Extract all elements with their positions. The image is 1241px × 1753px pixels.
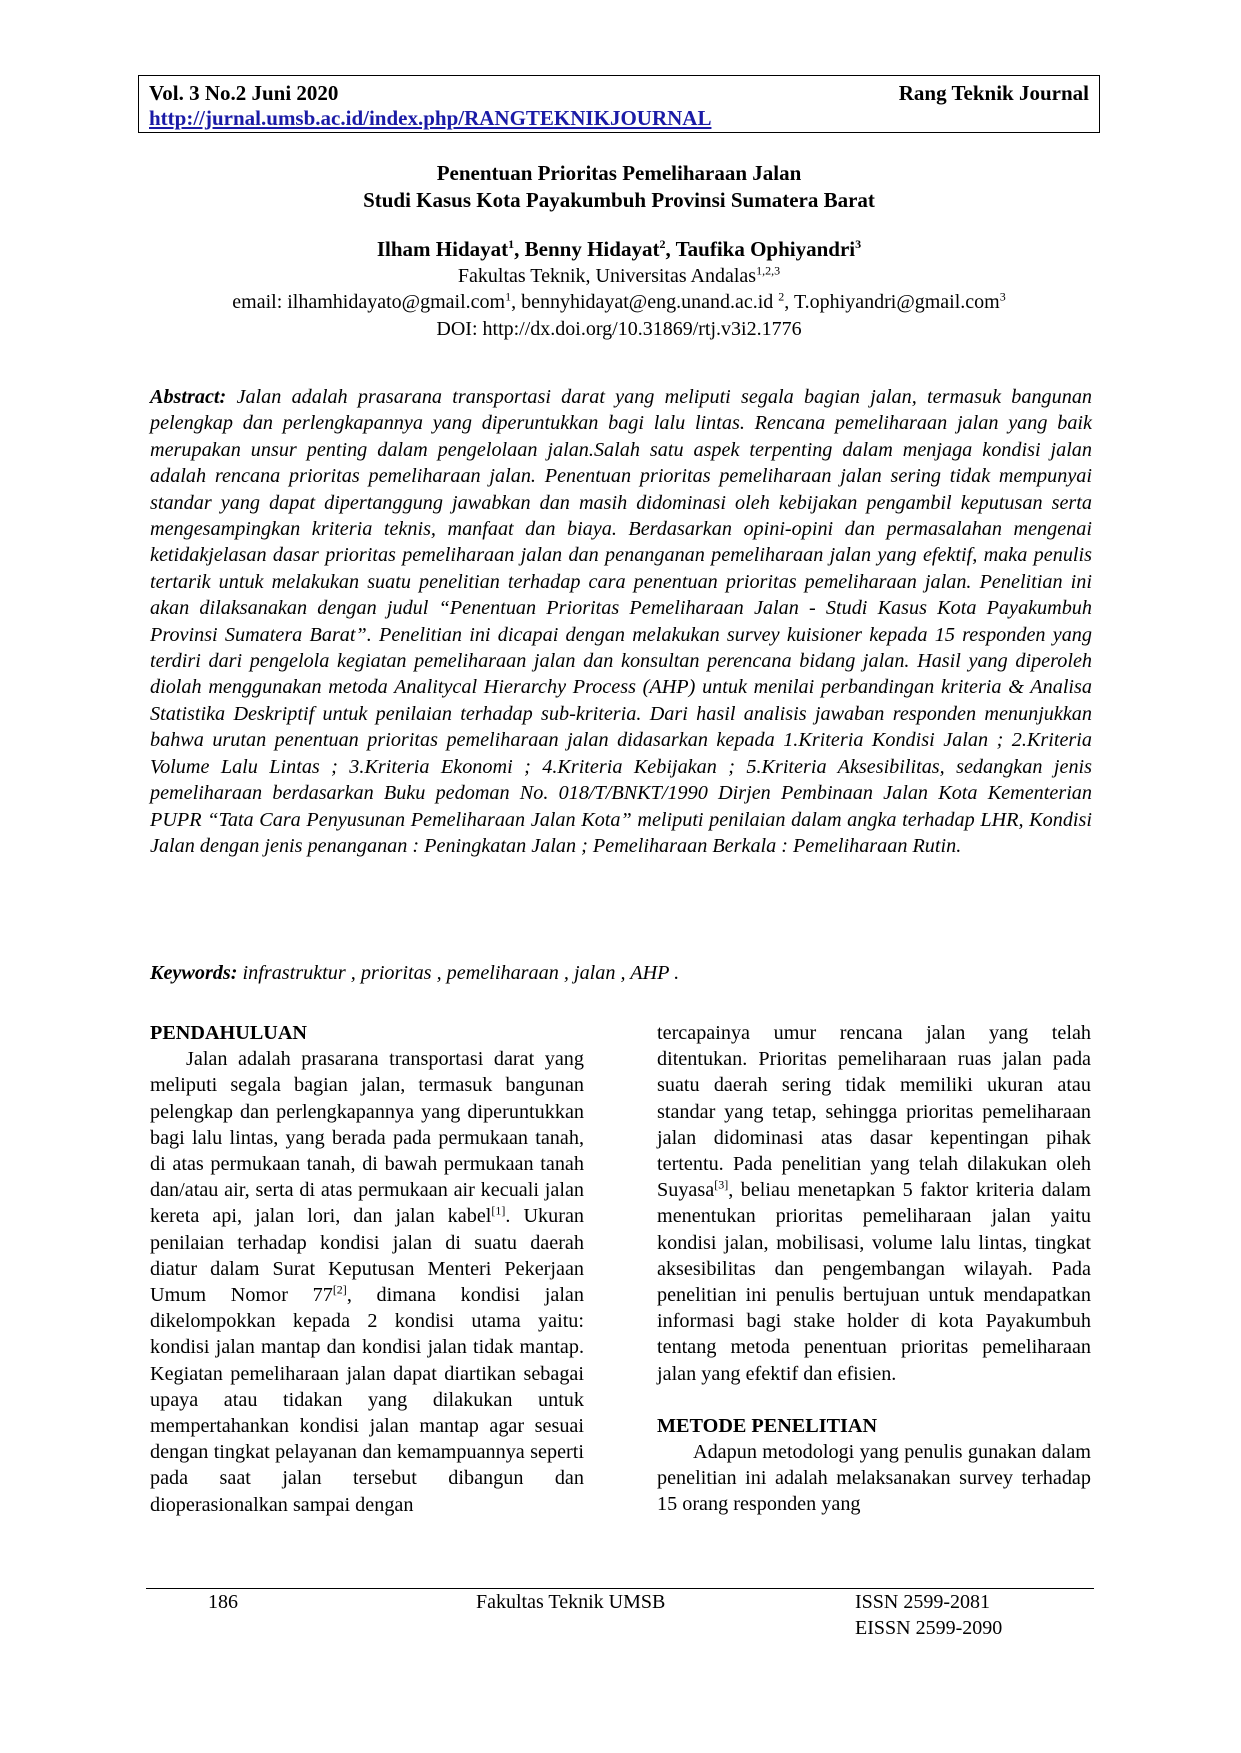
author-sup: 3 — [855, 237, 862, 251]
section-heading-metode: METODE PENELITIAN — [657, 1414, 878, 1437]
journal-header — [138, 75, 1100, 133]
email-3-sup: 3 — [999, 289, 1006, 304]
abstract-label: Abstract: — [150, 386, 227, 408]
citation-1: [1] — [491, 1203, 506, 1218]
affiliation-sup: 1,2,3 — [756, 263, 781, 278]
volume-info: Vol. 3 No.2 Juni 2020 — [149, 81, 339, 105]
email-2-sup: 2 — [778, 289, 785, 304]
author-sep: , — [514, 237, 525, 261]
author-name: Ilham Hidayat — [376, 237, 509, 261]
footer-eissn: EISSN 2599-2090 — [855, 1617, 1003, 1639]
email-1: ilhamhidayato@gmail.com — [287, 291, 506, 313]
method-paragraph: Adapun metodologi yang penulis gunakan dalam penelitian ini adalah melaksanakan survey terhadap 15 orang responden yang — [657, 1441, 1091, 1516]
title-line-1: Penentuan Prioritas Pemeliharaan Jalan — [436, 161, 802, 185]
author-emails: email: ilhamhidayato@gmail.com$^1$, bennyhidayat@eng.unand.ac.id $^2$, T.ophiyandri@gmail.com$^3$ — [232, 289, 1006, 313]
email-prefix: email: — [232, 291, 288, 313]
intro-continuation — [657, 1020, 1091, 1387]
author-sup: 2 — [659, 237, 666, 251]
section-heading-pendahuluan: PENDAHULUAN — [150, 1022, 308, 1044]
intro-cont-text-b: , beliau menetapkan 5 faktor kriteria dalam menentukan prioritas pemeliharaan jalan yaitu kondisi jalan, mobilisasi, volume lalu lintas, tingkat aksesibilitas dan pengembangan wilayah. Pada penelitian ini penulis bertujuan untuk mendapatkan informasi bagi stake holder di kota Payakumbuh tentang metoda penentuan prioritas pemeliharaan jalan yang efektif dan efisien. — [657, 1179, 1091, 1385]
title-line-2: Studi Kasus Kota Payakumbuh Provinsi Sumatera Barat — [363, 188, 875, 212]
email-1-sup: 1 — [505, 289, 512, 304]
affiliation — [138, 263, 1100, 289]
footer-issn: ISSN 2599-2081 — [855, 1591, 991, 1613]
author-sep: , — [665, 237, 676, 261]
abstract — [150, 384, 1092, 859]
abstract-text: Jalan adalah prasarana transportasi darat yang meliputi segala bagian jalan, termasuk bangunan pelengkap dan perlengkapannya yang diperuntukkan bagi lalu lintas. Rencana pemeliharaan jalan yang baik merupakan unsur penting dalam pengelolaan jalan.Salah satu aspek terpenting dalam menjaga kondisi jalan adalah rencana prioritas pemeliharaan jalan. Penentuan prioritas pemeliharaan jalan sering tidak mempunyai standar yang dapat dipertanggung jawabkan dan masih didominasi oleh kebijakan pengambil keputusan serta mengesampingkan kriteria teknis, manfaat dan biaya. Berdasarkan opini-opini dan permasalahan mengenai ketidakjelasan dasar prioritas pemeliharaan jalan dan penanganan pemeliharaan jalan yang efektif, maka penulis tertarik untuk melakukan suatu penelitian terhadap cara penentuan prioritas pemeliharaan jalan. Penelitian ini akan dilaksanakan dengan judul “Penentuan Prioritas Pemeliharaan Jalan - Studi Kasus Kota Payakumbuh Provinsi Sumatera Barat”. Penelitian ini dicapai dengan melakukan survey kuisioner kepada 15 responden yang terdiri dari pengelola kegiatan pemeliharaan jalan dan konsultan perencana bidang jalan. Hasil yang diperoleh diolah menggunakan metoda Analitycal Hierarchy Process (AHP) untuk menilai perbandingan kriteria & Analisa Statistika Deskriptif untuk penilaian terhadap sub-kriteria. Dari hasil analisis jawaban responden menunjukkan bahwa urutan penentuan prioritas pemeliharaan jalan didasarkan kepada 1.Kriteria Kondisi Jalan ; 2.Kriteria Volume Lalu Lintas ; 3.Kriteria Ekonomi ; 4.Kriteria Kebijakan ; 5.Kriteria Aksesibilitas, sedangkan jenis pemeliharaan berdasarkan Buku pedoman No. 018/T/BNKT/1990 Dirjen Pembinaan Jalan Kota Kementerian PUPR “Tata Cara Penyusunan Pemeliharaan Jalan Kota” meliputi penilaian dalam angka terhadap LHR, Kondisi Jalan dengan jenis penanganan : Peningkatan Jalan ; Pemeliharaan Berkala : Pemeliharaan Rutin. — [150, 386, 1093, 857]
doi: DOI: http://dx.doi.org/10.31869/rtj.v3i2.1776 — [436, 318, 802, 340]
intro-text-c: , dimana kondisi jalan dikelompokkan kepada 2 kondisi utama yaitu: kondisi jalan mantap dan kondisi jalan tidak mantap. Kegiatan pemeliharaan jalan dapat diartikan sebagai upaya atau tidakan yang dilakukan untuk mempertahankan kondisi jalan mantap agar sesuai dengan tingkat pelayanan dan kemampuannya seperti pada saat jalan tersebut dibangun dan dioperasionalkan sampai dengan — [150, 1284, 584, 1516]
right-column — [657, 1020, 1091, 1518]
intro-text-b: . Ukuran penilaian terhadap kondisi jalan di suatu daerah diatur dalam Surat Keputusan Menteri Pekerjaan Umum Nomor 77 — [150, 1205, 584, 1307]
intro-cont-text-a: tercapainya umur rencana jalan yang telah ditentukan. Prioritas pemeliharaan ruas jalan pada suatu daerah sering tidak memiliki ukuran atau standar yang tetap, sehingga prioritas pemeliharaan jalan didominasi atas dasar kepentingan pihak tertentu. Pada penelitian yang telah dilakukan oleh Suyasa — [657, 1022, 1091, 1202]
intro-paragraph — [150, 1046, 584, 1518]
email-3: T.ophiyandri@gmail.com — [793, 291, 1000, 313]
intro-text-a: Jalan adalah prasarana transportasi darat yang meliputi segala bagian jalan, termasuk bangunan pelengkap dan perlengkapannya yang diperuntukkan bagi lalu lintas, yang berada pada permukaan tanah, di atas permukaan tanah, di bawah permukaan tanah dan/atau air, serta di atas permukaan air kecuali jalan kereta api, jalan lori, dan jalan kabel — [150, 1048, 584, 1228]
author-list — [138, 236, 1100, 262]
keywords-label: Keywords: — [150, 962, 238, 984]
journal-name: Rang Teknik Journal — [898, 81, 1089, 105]
keywords — [150, 960, 1092, 986]
paper-title — [138, 160, 1100, 214]
citation-3: [3] — [714, 1177, 729, 1192]
journal-url-link[interactable]: http://jurnal.umsb.ac.id/index.php/RANGTEKNIKJOURNAL — [149, 106, 712, 130]
email-2: bennyhidayat@eng.unand.ac.id — [521, 291, 779, 313]
footer-publisher: Fakultas Teknik UMSB — [476, 1591, 666, 1613]
page-number: 186 — [208, 1591, 238, 1613]
author-name: Taufika Ophiyandri — [675, 237, 856, 261]
author-name: Benny Hidayat — [524, 237, 660, 261]
keywords-text: infrastruktur , prioritas , pemeliharaan , jalan , AHP . — [237, 962, 680, 984]
citation-2: [2] — [332, 1282, 347, 1297]
affiliation-text: Fakultas Teknik, Universitas Andalas — [457, 265, 757, 287]
left-column — [150, 1020, 584, 1518]
author-sup: 1 — [508, 237, 515, 251]
